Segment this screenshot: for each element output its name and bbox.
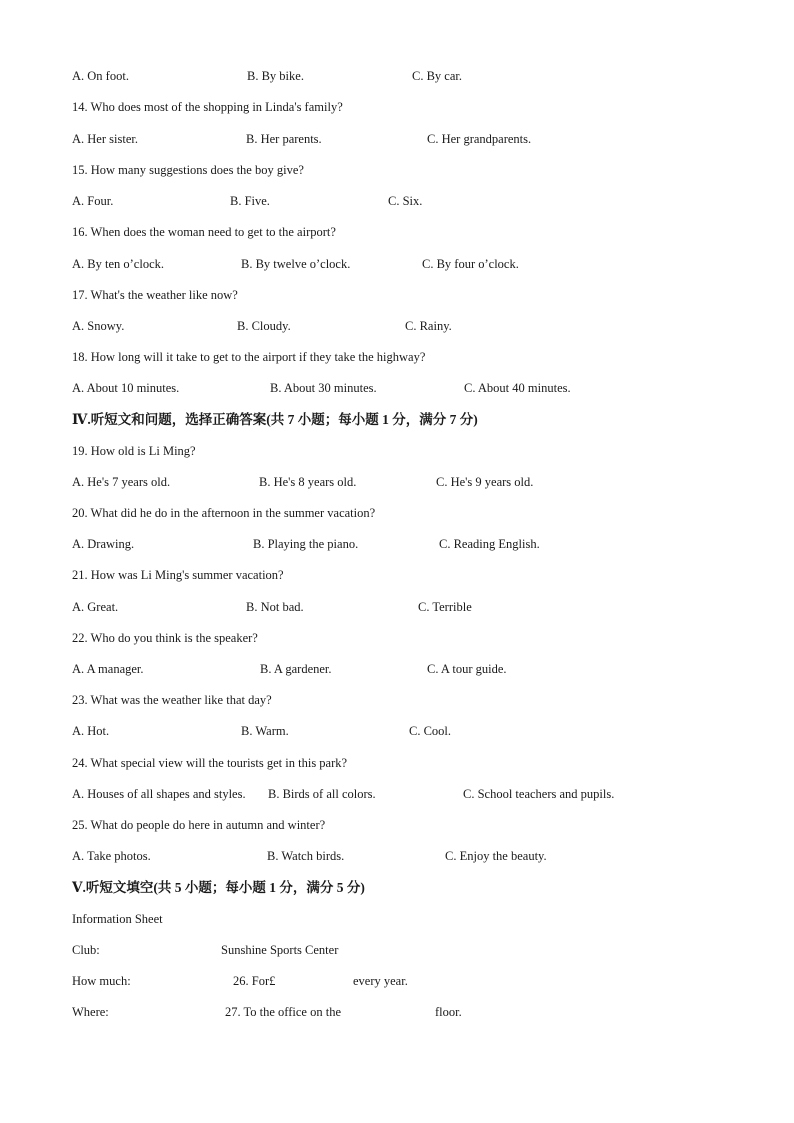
q24-option-c: C. School teachers and pupils. <box>463 787 615 801</box>
info-sheet-title: Information Sheet <box>72 912 163 926</box>
q13-option-a: A. On foot. <box>72 69 129 83</box>
q19-option-a: A. He's 7 years old. <box>72 475 171 489</box>
question-23: 23. What was the weather like that day? <box>72 693 272 707</box>
question-20: 20. What did he do in the afternoon in the summer vacation? <box>72 506 376 520</box>
q25-option-a: A. Take photos. <box>72 849 151 863</box>
q22-option-c: C. A tour guide. <box>427 662 507 676</box>
question-15: 15. How many suggestions does the boy give? <box>72 163 304 177</box>
q20-option-b: B. Playing the piano. <box>253 537 359 551</box>
q17-option-b: B. Cloudy. <box>237 319 291 333</box>
q24-option-b: B. Birds of all colors. <box>268 787 376 801</box>
info-row-price-value: 26. For£ <box>233 974 276 988</box>
info-row-club-label: Club: <box>72 943 100 957</box>
q19-option-c: C. He's 9 years old. <box>436 475 534 489</box>
q13-option-b: B. By bike. <box>247 69 304 83</box>
q15-option-c: C. Six. <box>388 194 423 208</box>
question-17: 17. What's the weather like now? <box>72 288 238 302</box>
q22-option-a: A. A manager. <box>72 662 144 676</box>
info-row-club-value: Sunshine Sports Center <box>221 943 339 957</box>
info-row-price-suffix: every year. <box>353 974 408 988</box>
q20-option-a: A. Drawing. <box>72 537 135 551</box>
question-22: 22. Who do you think is the speaker? <box>72 631 258 645</box>
question-24: 24. What special view will the tourists get in this park? <box>72 756 348 770</box>
question-18: 18. How long will it take to get to the airport if they take the highway? <box>72 350 426 364</box>
q15-option-b: B. Five. <box>230 194 270 208</box>
question-25: 25. What do people do here in autumn and winter? <box>72 818 326 832</box>
q21-option-c: C. Terrible <box>418 600 472 614</box>
q18-option-a: A. About 10 minutes. <box>72 381 180 395</box>
q23-option-a: A. Hot. <box>72 724 110 738</box>
info-row-where-label: Where: <box>72 1005 109 1019</box>
q18-option-b: B. About 30 minutes. <box>270 381 377 395</box>
q21-option-a: A. Great. <box>72 600 119 614</box>
info-row-price-label: How much: <box>72 974 131 988</box>
section-5-heading: Ⅴ.听短文填空(共 5 小题；每小题 1 分，满分 5 分) <box>72 880 365 895</box>
q13-option-c: C. By car. <box>412 69 462 83</box>
q20-option-c: C. Reading English. <box>439 537 540 551</box>
section-4-heading: Ⅳ.听短文和问题，选择正确答案(共 7 小题；每小题 1 分，满分 7 分) <box>72 412 478 427</box>
q16-option-b: B. By twelve o’clock. <box>241 257 351 271</box>
q16-option-c: C. By four o’clock. <box>422 257 519 271</box>
q14-option-c: C. Her grandparents. <box>427 132 532 146</box>
question-21: 21. How was Li Ming's summer vacation? <box>72 568 284 582</box>
q18-option-c: C. About 40 minutes. <box>464 381 571 395</box>
q25-option-b: B. Watch birds. <box>267 849 345 863</box>
q23-option-c: C. Cool. <box>409 724 452 738</box>
q25-option-c: C. Enjoy the beauty. <box>445 849 547 863</box>
question-16: 16. When does the woman need to get to the airport? <box>72 225 336 239</box>
q24-option-a: A. Houses of all shapes and styles. <box>72 787 246 801</box>
info-row-where-value: 27. To the office on the <box>225 1005 341 1019</box>
q16-option-a: A. By ten o’clock. <box>72 257 164 271</box>
info-row-where-suffix: floor. <box>435 1005 462 1019</box>
question-19: 19. How old is Li Ming? <box>72 444 196 458</box>
question-14: 14. Who does most of the shopping in Linda's family? <box>72 100 343 114</box>
q17-option-c: C. Rainy. <box>405 319 452 333</box>
q17-option-a: A. Snowy. <box>72 319 125 333</box>
q19-option-b: B. He's 8 years old. <box>259 475 357 489</box>
q14-option-a: A. Her sister. <box>72 132 138 146</box>
q21-option-b: B. Not bad. <box>246 600 304 614</box>
q15-option-a: A. Four. <box>72 194 114 208</box>
q22-option-b: B. A gardener. <box>260 662 332 676</box>
q14-option-b: B. Her parents. <box>246 132 322 146</box>
q23-option-b: B. Warm. <box>241 724 289 738</box>
